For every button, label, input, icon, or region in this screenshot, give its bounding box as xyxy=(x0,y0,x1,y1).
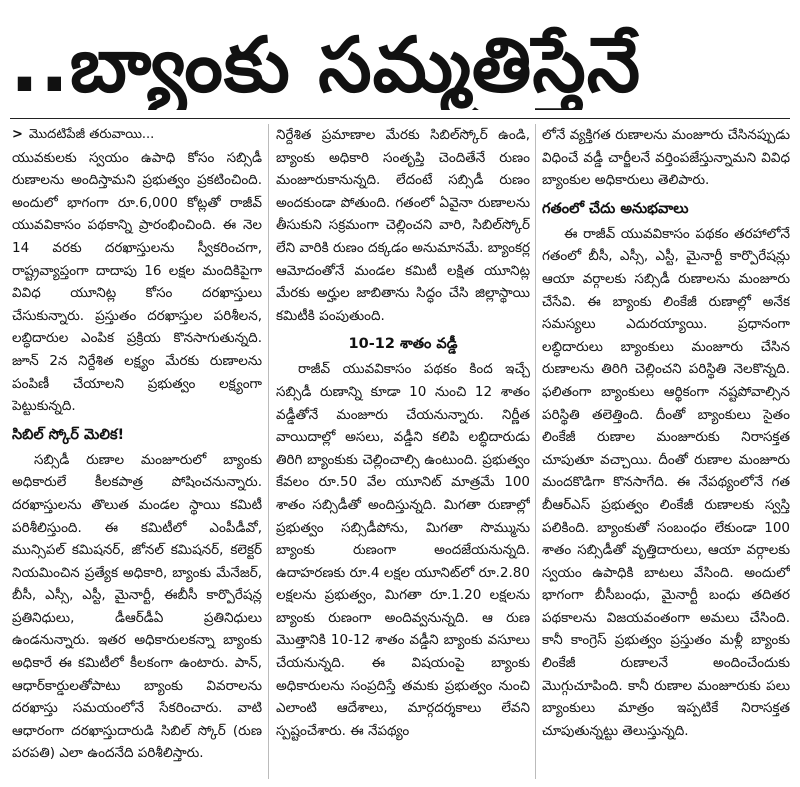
section-subheading: గతంలో చేదు అనుభవాలు xyxy=(542,200,689,217)
paragraph: లోనే వ్యక్తిగత రుణాలను మంజూరు చేసినప్పుడు విధించే వడ్డీ చార్జీలనే వర్తింపజేస్తున్నామని వివిధ బ్యాంకుల అధికారులు తెలిపారు. xyxy=(542,127,790,189)
column-divider xyxy=(535,124,536,779)
chevron-right-icon: > xyxy=(12,127,23,142)
paragraph: యువకులకు స్వయం ఉపాధి కోసం సబ్సిడీ రుణాలను అందిస్తామని ప్రభుత్వం ప్రకటించింది. అందులో భాగంగా రూ.6,000 కోట్లతో రాజీవ్ యువవికాసం పథకాన్ని ప్రారంభించింది. ఈ నెల 14 వరకు దరఖాస్తులను స్వీకరించగా, రాష్ట్రవ్యాప్తంగా దాదాపు 16 లక్షల మందికిపైగా వివిధ యూనిట్ల కోసం దరఖాస్తులు చేసుకున్నారు. ప్రస్తుతం దరఖాస్తుల పరిశీలన, లబ్ధిదారుల ఎంపిక ప్రక్రియ కొనసాగుతున్నది. జూన్ 2న నిర్దేశిత లక్ష్యం మేరకు రుణాలను పంపిణీ చేయాలని ప్రభుత్వం లక్ష్యంగా పెట్టుకున్నది. xyxy=(12,149,262,415)
continued-from-label: మొదటిపేజీ తరువాయి... xyxy=(28,127,155,142)
article-column-2 xyxy=(276,124,530,781)
article-column-3 xyxy=(542,124,790,781)
headline: ..బ్యాంకు సమ్మతిస్తేనే xyxy=(10,20,642,109)
paragraph: ఈ రాజీవ్ యువవికాసం పథకం తరహాలోనే గతంలో బీసీ, ఎస్సీ, ఎస్టీ, మైనార్టీ కార్పొరేషన్లు ఆయా వర్గాలకు సబ్సిడీ రుణాలను మంజూరు చేసేవి. ఈ బ్యాంకు లింకేజీ రుణాల్లో అనేక సమస్యలు ఎదురయ్యాయి. ప్రధానంగా లబ్ధిదారులు బ్యాంకులు మంజూరు చేసిన రుణాలను తిరిగి చెల్లించని పరిస్థితి నెలకొన్నది. ఫలితంగా బ్యాంకులు ఆర్థికంగా నష్టపోవాల్సిన పరిస్థితి తలెత్తింది. దీంతో బ్యాంకులు సైతం లింకేజీ రుణాల మంజూరుకు నిరాసక్తత చూపుతూ వచ్చాయి. దీంతో రుణాల మంజూరు మందకొడిగా కొనసాగేది. ఈ నేపథ్యంలోనే గత బీఆర్‌ఎస్ ప్రభుత్వం లింకేజీ రుణాలకు స్వస్తి పలికింది. బ్యాంకుతో సంబంధం లేకుండా 100 శాతం సబ్సిడీతో వృత్తిదారులు, ఆయా వర్గాలకు స్వయం ఉపాధికి బాటలు వేసింది. అందులో భాగంగా బీసీబంధు, మైనార్టీ బంధు తదితర పథకాలను విజయవంతంగా అమలు చేసింది. కానీ కాంగ్రెస్ ప్రభుత్వం ప్రస్తుతం మళ్లీ బ్యాంకు లింకేజీ రుణాలనే అందించేందుకు మొగ్గుచూపింది. కానీ రుణాల మంజూరుకు పలు బ్యాంకులు మాత్రం ఇప్పటికే నిరాసక్తత చూపుతున్నట్టు తెలుస్తున్నది. xyxy=(542,225,790,739)
column-divider xyxy=(268,124,269,779)
paragraph: రాజీవ్ యువవికాసం పథకం కింద ఇచ్చే సబ్సిడీ రుణాన్ని కూడా 10 నుంచి 12 శాతం వడ్డీతోనే మంజూరు చేయనున్నారు. నిర్ణీత వాయిదాల్లో అసలు, వడ్డీని కలిపి లబ్ధిదారుడు తిరిగి బ్యాంకుకు చెల్లించాల్సి ఉంటుంది. ప్రభుత్వం కేవలం రూ.50 వేల యూనిట్ మాత్రమే 100 శాతం సబ్సిడీతో అందిస్తున్నది. మిగతా రుణాల్లో ప్రభుత్వం సబ్సిడీపోను, మిగతా సొమ్మును బ్యాంకు రుణంగా అందజేయనున్నది. ఉదాహరణకు రూ.4 లక్షల యూనిట్‌లో రూ.2.80 లక్షలను ప్రభుత్వం, మిగతా రూ.1.20 లక్షలను బ్యాంకు రుణంగా అందివ్వనున్నది. ఆ రుణ మొత్తానికి 10-12 శాతం వడ్డీని బ్యాంకు వసూలు చేయనున్నది. ఈ విషయంపై బ్యాంకు అధికారులను సంప్రదిస్తే తమకు ప్రభుత్వం నుంచి ఎలాంటి ఆదేశాలు, మార్గదర్శకాలు లేవని స్పష్టంచేశారు. ఈ నేపథ్యం xyxy=(276,361,530,739)
continued-from-line xyxy=(12,124,262,147)
paragraph: నిర్దేశిత ప్రమాణాల మేరకు సిబిల్‌స్కోర్ ఉండి, బ్యాంకు అధికారి సంతృప్తి చెందితేనే రుణం మంజూరుకానున్నది. లేదంటే సబ్సిడీ రుణం అందకుండా పోతుంది. గతంలో ఏవైనా రుణాలను తీసుకుని సక్రమంగా చెల్లించని వారి, సిబిల్‌స్కోర్ లేని వారికి రుణం దక్కడం అనుమానమే. బ్యాంకర్ల ఆమోదంతోనే మండల కమిటీ లక్షిత యూనిట్ల మేరకు అర్హుల జాబితాను సిద్ధం చేసి జిల్లాస్థాయి కమిటీకి పంపుతుంది. xyxy=(276,127,530,324)
article-column-1 xyxy=(12,124,262,781)
headline-rule xyxy=(10,118,790,119)
paragraph: సబ్సిడీ రుణాల మంజూరులో బ్యాంకు అధికారులే కీలకపాత్ర పోషించనున్నారు. దరఖాస్తులను తొలుత మండల స్థాయి కమిటీ పరిశీలిస్తుంది. ఈ కమిటీలో ఎంపీడీవో, మున్సిపల్ కమిషనర్, జోనల్ కమిషనర్, కలెక్టర్ నియమించిన ప్రత్యేక అధికారి, బ్యాంకు మేనేజర్, బీసీ, ఎస్సీ, ఎస్టీ, మైనార్టీ, ఈబీసీ కార్పొరేషన్ల ప్రతినిధులు, డీఆర్‌డీఏ ప్రతినిధులు ఉండనున్నారు. ఇతర అధికారులకన్నా బ్యాంకు అధికారే ఈ కమిటీలో కీలకంగా ఉంటారు. పాన్, ఆధార్‌కార్డులతోపాటు బ్యాంకు వివరాలను దరఖాస్తు సమయంలోనే సేకరించారు. వాటి ఆధారంగా దరఖాస్తుదారుడి సిబిల్ స్కోర్ (రుణ పరపతి) ఎలా ఉందనేది పరిశీలిస్తారు. xyxy=(12,451,262,762)
section-subheading: 10-12 శాతం వడ్డీ xyxy=(348,336,458,353)
section-subheading: సిబిల్ స్కోర్ మెలిక! xyxy=(12,426,125,443)
